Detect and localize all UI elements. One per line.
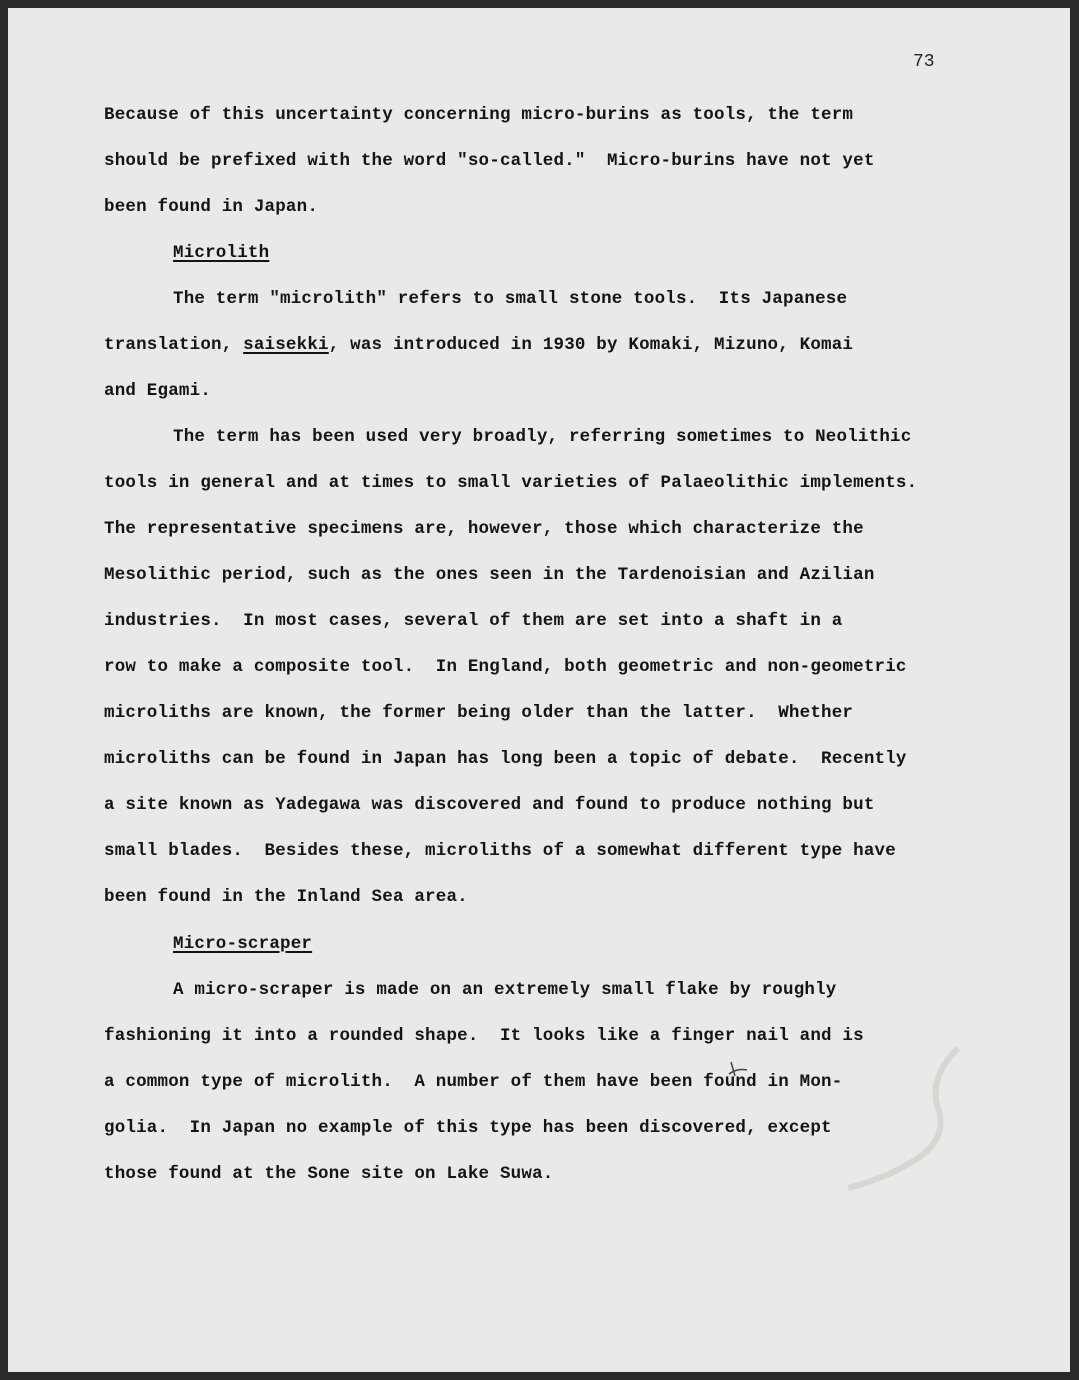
text-line: golia. In Japan no example of this type has been discovered, except xyxy=(104,1118,832,1138)
section-heading-micro-scraper: Micro-scraper xyxy=(173,934,313,954)
text-line: microliths are known, the former being older than the latter. Whether xyxy=(104,703,854,723)
text-line: industries. In most cases, several of them are set into a shaft in a xyxy=(104,611,843,631)
text-line: should be prefixed with the word "so-called." Micro-burins have not yet xyxy=(104,151,875,171)
page-number: 73 xyxy=(913,52,935,72)
text-line: translation, saisekki, was introduced in 1930 by Komaki, Mizuno, Komai xyxy=(104,335,854,355)
text-line: fashioning it into a rounded shape. It looks like a finger nail and is xyxy=(104,1026,864,1046)
text-line: those found at the Sone site on Lake Suwa. xyxy=(104,1164,554,1184)
text-line: small blades. Besides these, microliths of a somewhat different type have xyxy=(104,841,896,861)
text-line: a site known as Yadegawa was discovered and found to produce nothing but xyxy=(104,795,875,815)
text-line: row to make a composite tool. In England, both geometric and non-geometric xyxy=(104,657,907,677)
text-line: Because of this uncertainty concerning micro-burins as tools, the term xyxy=(104,105,854,125)
section-heading-microlith: Microlith xyxy=(173,243,270,263)
text-line: A micro-scraper is made on an extremely small flake by roughly xyxy=(173,980,837,1000)
text-line: The term has been used very broadly, referring sometimes to Neolithic xyxy=(173,427,912,447)
text-line: a common type of microlith. A number of them have been found in Mon- xyxy=(104,1072,843,1092)
text-line: The representative specimens are, however, those which characterize the xyxy=(104,519,864,539)
text-line: and Egami. xyxy=(104,381,212,401)
text-line: microliths can be found in Japan has long been a topic of debate. Recently xyxy=(104,749,907,769)
text-line: The term "microlith" refers to small stone tools. Its Japanese xyxy=(173,289,848,309)
term-saisekki: saisekki xyxy=(243,335,329,355)
handwritten-mark xyxy=(723,1058,753,1082)
text-line: Mesolithic period, such as the ones seen in the Tardenoisian and Azilian xyxy=(104,565,875,585)
text-line: tools in general and at times to small varieties of Palaeolithic implements. xyxy=(104,473,918,493)
text-line: been found in the Inland Sea area. xyxy=(104,887,468,907)
document-page xyxy=(8,8,1070,1372)
text-line: been found in Japan. xyxy=(104,197,319,217)
margin-smudge xyxy=(808,1038,978,1198)
